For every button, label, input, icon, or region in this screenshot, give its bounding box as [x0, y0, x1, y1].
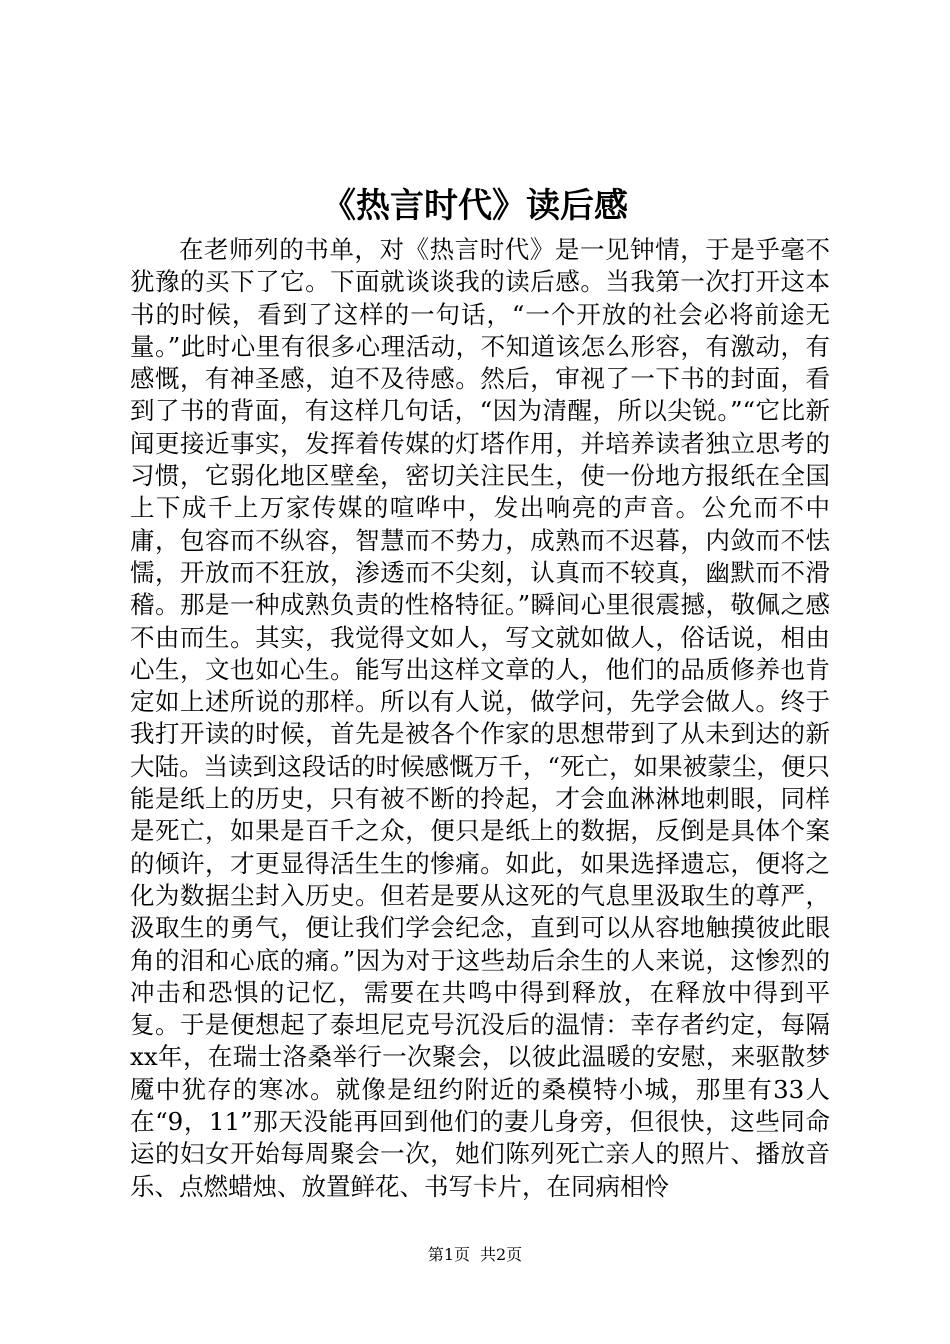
page-total: 共2页: [480, 1245, 523, 1264]
page-number: 第1页: [427, 1245, 470, 1264]
body-paragraph: 在老师列的书单，对《热言时代》是一见钟情，于是乎毫不犹豫的买下了它。下面就谈谈我的读后感。当我第一次打开这本书的时候，看到了这样的一句话，“一个开放的社会必将前途无量。”此时心里有很多心理活动，不知道该怎么形容，有激动，有感慨，有神圣感，迫不及待感。然后，审视了一下书的封面，看到了书的背面，有这样几句话，“因为清醒，所以尖锐。”“它比新闻更接近事实，发挥着传媒的灯塔作用，并培养读者独立思考的习惯，它弱化地区壁垒，密切关注民生，使一份地方报纸在全国上下成千上万家传媒的喧哗中，发出响亮的声音。公允而不中庸，包容而不纵容，智慧而不势力，成熟而不迟暮，内敛而不怯懦，开放而不狂放，渗透而不尖刻，认真而不较真，幽默而不滑稽。那是一种成熟负责的性格特征。”瞬间心里很震撼，敬佩之感不由而生。其实，我觉得文如人，写文就如做人，俗话说，相由心生，文也如心生。能写出这样文章的人，他们的品质修养也肯定如上述所说的那样。所以有人说，做学问，先学会做人。终于我打开读的时候，首先是被各个作家的思想带到了从未到达的新大陆。当读到这段话的时候感慨万千，“死亡，如果被蒙尘，便只能是纸上的历史，只有被不断的拎起，才会血淋淋地刺眼，同样是死亡，如果是百千之众，便只是纸上的数据，反倒是具体个案的倾许，才更显得活生生的惨痛。如此，如果选择遗忘，便将之化为数据尘封入历史。但若是要从这死的气息里汲取生的尊严，汲取生的勇气，便让我们学会纪念，直到可以从容地触摸彼此眼角的泪和心底的痛。”因为对于这些劫后余生的人来说，这惨烈的冲击和恐惧的记忆，需要在共鸣中得到释放，在释放中得到平复。于是便想起了泰坦尼克号沉没后的温情：幸存者约定，每隔xx年，在瑞士洛桑举行一次聚会，以彼此温暖的安慰，来驱散梦魇中犹存的寒冰。就像是纽约附近的桑模特小城，那里有33人在“9，11”那天没能再回到他们的妻儿身旁，但很快，这些同命运的妇女开始每周聚会一次，她们陈列死亡亲人的照片、播放音乐、点燃蜡烛、放置鲜花、书写卡片，在同病相怜: [130, 235, 830, 1201]
document-title: 《热言时代》读后感: [322, 186, 628, 226]
page-footer: [0, 1244, 950, 1266]
